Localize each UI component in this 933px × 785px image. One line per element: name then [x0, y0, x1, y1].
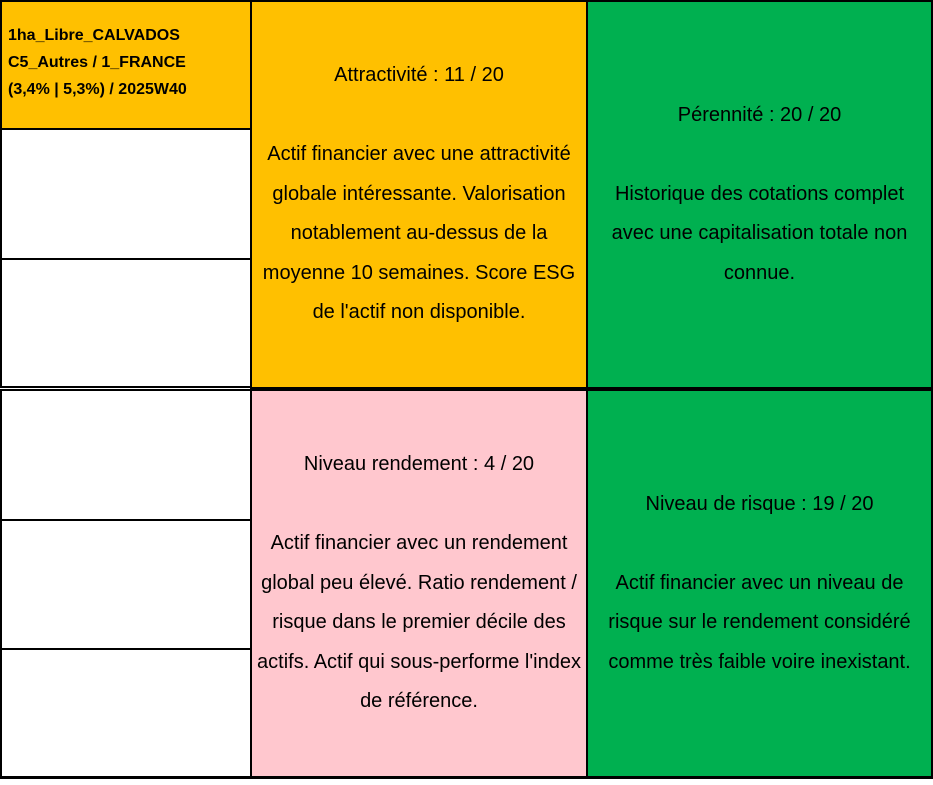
risque-title: Niveau de risque : 19 / 20: [645, 492, 874, 515]
empty-cell[interactable]: [0, 648, 252, 778]
asset-period: (3,4% | 5,3%) / 2025W40: [8, 81, 187, 98]
attractivite-cell[interactable]: [250, 0, 588, 389]
asset-info-cell[interactable]: [0, 0, 252, 130]
perennite-cell[interactable]: [586, 0, 933, 389]
empty-cell[interactable]: [0, 519, 252, 650]
risque-description: Actif financier avec un niveau de risque sur le rendement considéré comme très faible voire inexistant.: [608, 571, 911, 673]
perennite-title: Pérennité : 20 / 20: [677, 103, 842, 126]
rendement-description: Actif financier avec un rendement global peu élevé. Ratio rendement / risque dans le premier décile des actifs. Actif qui sous-performe l'index de référence.: [257, 532, 581, 713]
attractivite-description: Actif financier avec une attractivité globale intéressante. Valorisation notablement au-dessus de la moyenne 10 semaines. Score ESG de l'actif non disponible.: [262, 143, 576, 324]
empty-cell[interactable]: [0, 128, 252, 260]
perennite-description: Historique des cotations complet avec une capitalisation totale non connue.: [611, 182, 908, 284]
attractivite-title: Attractivité : 11 / 20: [334, 64, 504, 87]
asset-name: 1ha_Libre_CALVADOS: [8, 27, 180, 44]
empty-cell[interactable]: [0, 258, 252, 388]
bottom-divider: [0, 777, 933, 779]
rendement-title: Niveau rendement : 4 / 20: [303, 453, 535, 476]
asset-category: C5_Autres / 1_FRANCE: [8, 54, 186, 71]
rendement-cell[interactable]: [250, 389, 588, 778]
empty-cell[interactable]: [0, 389, 252, 521]
risque-cell[interactable]: [586, 389, 933, 778]
